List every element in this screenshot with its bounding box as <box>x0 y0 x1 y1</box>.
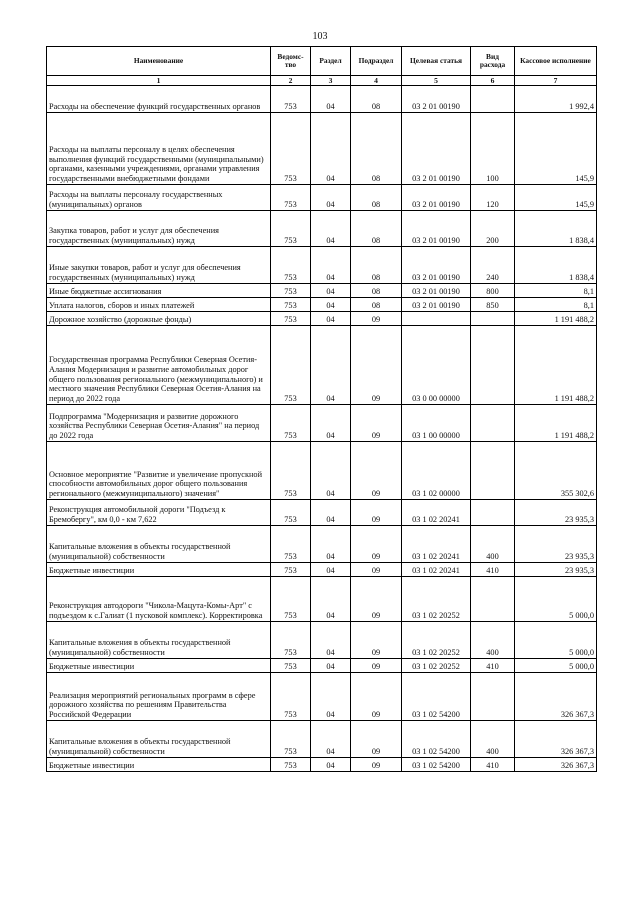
row-type: 410 <box>471 659 515 673</box>
table-row <box>47 500 597 526</box>
row-type <box>471 500 515 526</box>
header-amount: Кассовое исполнение <box>515 47 597 76</box>
header-section: Раздел <box>311 47 351 76</box>
row-name: Бюджетные инвестиции <box>47 659 271 673</box>
row-amount: 1 191 488,2 <box>515 326 597 405</box>
header-name: Наименование <box>47 47 271 76</box>
table-row <box>47 563 597 577</box>
row-target: 03 1 02 20241 <box>402 563 471 577</box>
row-section: 04 <box>311 211 351 247</box>
row-section: 04 <box>311 526 351 563</box>
row-type <box>471 673 515 721</box>
row-amount: 8,1 <box>515 298 597 312</box>
row-dept: 753 <box>271 298 311 312</box>
table-row <box>47 113 597 185</box>
row-subsection: 09 <box>351 622 402 659</box>
row-target: 03 2 01 00190 <box>402 247 471 284</box>
row-dept: 753 <box>271 247 311 284</box>
row-dept: 753 <box>271 312 311 326</box>
table-row <box>47 312 597 326</box>
row-section: 04 <box>311 577 351 622</box>
row-subsection: 09 <box>351 326 402 405</box>
row-amount: 326 367,3 <box>515 673 597 721</box>
row-amount: 23 935,3 <box>515 563 597 577</box>
row-section: 04 <box>311 563 351 577</box>
row-section: 04 <box>311 185 351 211</box>
row-section: 04 <box>311 442 351 500</box>
row-dept: 753 <box>271 185 311 211</box>
row-subsection: 09 <box>351 526 402 563</box>
row-name: Дорожное хозяйство (дорожные фонды) <box>47 312 271 326</box>
row-dept: 753 <box>271 577 311 622</box>
row-subsection: 09 <box>351 659 402 673</box>
table-row <box>47 659 597 673</box>
row-section: 04 <box>311 86 351 113</box>
row-name: Реализация мероприятий региональных программ в сфере дорожного хозяйства по решениям Правительства Российской Федерации <box>47 673 271 721</box>
row-dept: 753 <box>271 405 311 442</box>
row-dept: 753 <box>271 526 311 563</box>
row-amount: 1 838,4 <box>515 211 597 247</box>
row-subsection: 09 <box>351 500 402 526</box>
row-name: Подпрограмма "Модернизация и развитие дорожного хозяйства Республики Северная Осетия-Алания" на период до 2022 года <box>47 405 271 442</box>
row-type: 120 <box>471 185 515 211</box>
row-dept: 753 <box>271 563 311 577</box>
row-amount: 5 000,0 <box>515 577 597 622</box>
row-section: 04 <box>311 298 351 312</box>
row-name: Капитальные вложения в объекты государственной (муниципальной) собственности <box>47 526 271 563</box>
row-amount: 1 838,4 <box>515 247 597 284</box>
table-row <box>47 211 597 247</box>
row-amount: 326 367,3 <box>515 721 597 758</box>
row-name: Капитальные вложения в объекты государственной (муниципальной) собственности <box>47 721 271 758</box>
row-subsection: 08 <box>351 284 402 298</box>
column-number: 6 <box>471 76 515 86</box>
row-name: Капитальные вложения в объекты государственной (муниципальной) собственности <box>47 622 271 659</box>
row-amount: 326 367,3 <box>515 758 597 772</box>
row-dept: 753 <box>271 758 311 772</box>
row-amount: 1 992,4 <box>515 86 597 113</box>
row-target: 03 1 02 20252 <box>402 577 471 622</box>
row-subsection: 08 <box>351 247 402 284</box>
row-dept: 753 <box>271 673 311 721</box>
row-name: Бюджетные инвестиции <box>47 758 271 772</box>
row-section: 04 <box>311 659 351 673</box>
table-row <box>47 86 597 113</box>
row-dept: 753 <box>271 442 311 500</box>
column-number: 4 <box>351 76 402 86</box>
row-target: 03 2 01 00190 <box>402 211 471 247</box>
row-section: 04 <box>311 284 351 298</box>
table-row <box>47 185 597 211</box>
row-target: 03 0 00 00000 <box>402 326 471 405</box>
row-subsection: 09 <box>351 721 402 758</box>
row-dept: 753 <box>271 326 311 405</box>
row-section: 04 <box>311 312 351 326</box>
row-section: 04 <box>311 405 351 442</box>
column-number: 3 <box>311 76 351 86</box>
row-type: 240 <box>471 247 515 284</box>
row-dept: 753 <box>271 113 311 185</box>
row-amount: 1 191 488,2 <box>515 405 597 442</box>
row-amount: 145,9 <box>515 113 597 185</box>
row-dept: 753 <box>271 211 311 247</box>
row-name: Основное мероприятие "Развитие и увеличение пропускной способности автомобильных дорог общего пользования регионального (межмуниципального) значения" <box>47 442 271 500</box>
row-target: 03 1 00 00000 <box>402 405 471 442</box>
row-type <box>471 326 515 405</box>
row-name: Расходы на выплаты персоналу государственных (муниципальных) органов <box>47 185 271 211</box>
row-section: 04 <box>311 622 351 659</box>
row-subsection: 09 <box>351 758 402 772</box>
row-target: 03 2 01 00190 <box>402 86 471 113</box>
table-row <box>47 298 597 312</box>
column-number: 7 <box>515 76 597 86</box>
table-row <box>47 758 597 772</box>
row-type <box>471 577 515 622</box>
row-target: 03 1 02 20252 <box>402 622 471 659</box>
header-dept: Ведомс-тво <box>271 47 311 76</box>
row-type: 400 <box>471 622 515 659</box>
table-row <box>47 721 597 758</box>
row-target: 03 2 01 00190 <box>402 113 471 185</box>
row-target: 03 1 02 54200 <box>402 721 471 758</box>
row-amount: 145,9 <box>515 185 597 211</box>
row-dept: 753 <box>271 86 311 113</box>
row-target: 03 1 02 20241 <box>402 500 471 526</box>
row-dept: 753 <box>271 622 311 659</box>
row-type: 200 <box>471 211 515 247</box>
table-row <box>47 284 597 298</box>
row-name: Реконструкция автомобильной дороги "Подъезд к Бремобергу", км 0,0 - км 7,622 <box>47 500 271 526</box>
row-amount: 23 935,3 <box>515 500 597 526</box>
column-number: 2 <box>271 76 311 86</box>
row-subsection: 08 <box>351 86 402 113</box>
row-subsection: 09 <box>351 405 402 442</box>
row-target: 03 2 01 00190 <box>402 185 471 211</box>
row-amount: 5 000,0 <box>515 659 597 673</box>
table-row <box>47 442 597 500</box>
row-dept: 753 <box>271 659 311 673</box>
row-type: 100 <box>471 113 515 185</box>
table-row <box>47 622 597 659</box>
row-subsection: 09 <box>351 312 402 326</box>
row-amount: 1 191 488,2 <box>515 312 597 326</box>
row-dept: 753 <box>271 284 311 298</box>
row-name: Иные бюджетные ассигнования <box>47 284 271 298</box>
column-number: 5 <box>402 76 471 86</box>
row-target: 03 1 02 54200 <box>402 758 471 772</box>
row-target: 03 2 01 00190 <box>402 284 471 298</box>
row-section: 04 <box>311 247 351 284</box>
row-type <box>471 405 515 442</box>
row-subsection: 08 <box>351 298 402 312</box>
row-type: 410 <box>471 563 515 577</box>
row-type <box>471 86 515 113</box>
column-number: 1 <box>47 76 271 86</box>
row-type: 850 <box>471 298 515 312</box>
table-row <box>47 577 597 622</box>
header-subsection: Подраздел <box>351 47 402 76</box>
row-name: Расходы на обеспечение функций государственных органов <box>47 86 271 113</box>
table-row <box>47 405 597 442</box>
row-section: 04 <box>311 721 351 758</box>
row-target: 03 2 01 00190 <box>402 298 471 312</box>
row-subsection: 08 <box>351 211 402 247</box>
header-target: Целевая статья <box>402 47 471 76</box>
row-subsection: 09 <box>351 673 402 721</box>
budget-table <box>46 46 597 772</box>
row-target: 03 1 02 00000 <box>402 442 471 500</box>
row-subsection: 08 <box>351 185 402 211</box>
table-row <box>47 247 597 284</box>
row-type: 400 <box>471 526 515 563</box>
row-section: 04 <box>311 113 351 185</box>
row-subsection: 08 <box>351 113 402 185</box>
table-row <box>47 526 597 563</box>
row-dept: 753 <box>271 500 311 526</box>
header-row <box>47 47 597 76</box>
row-target: 03 1 02 54200 <box>402 673 471 721</box>
table-row <box>47 326 597 405</box>
row-name: Расходы на выплаты персоналу в целях обеспечения выполнения функций государственными (муниципальными) органами, казенными учреждениями, органами управления государственными внебюджетными фондами <box>47 113 271 185</box>
row-amount: 23 935,3 <box>515 526 597 563</box>
column-number-row <box>47 76 597 86</box>
row-section: 04 <box>311 758 351 772</box>
row-type: 410 <box>471 758 515 772</box>
row-dept: 753 <box>271 721 311 758</box>
row-amount: 355 302,6 <box>515 442 597 500</box>
row-target <box>402 312 471 326</box>
row-section: 04 <box>311 673 351 721</box>
row-name: Иные закупки товаров, работ и услуг для обеспечения государственных (муниципальных) нужд <box>47 247 271 284</box>
row-target: 03 1 02 20252 <box>402 659 471 673</box>
row-subsection: 09 <box>351 563 402 577</box>
row-name: Государственная программа Республики Северная Осетия-Алания Модернизация и развитие автомобильных дорог общего пользования регионального (межмуниципального) и местного значения Республики Северная Осетия-Алания на период до 2022 года <box>47 326 271 405</box>
row-type: 400 <box>471 721 515 758</box>
row-type: 800 <box>471 284 515 298</box>
header-type: Вид расхода <box>471 47 515 76</box>
table-row <box>47 673 597 721</box>
row-amount: 5 000,0 <box>515 622 597 659</box>
row-type <box>471 442 515 500</box>
row-amount: 8,1 <box>515 284 597 298</box>
row-name: Бюджетные инвестиции <box>47 563 271 577</box>
row-section: 04 <box>311 500 351 526</box>
row-subsection: 09 <box>351 442 402 500</box>
row-subsection: 09 <box>351 577 402 622</box>
row-name: Реконструкция автодороги "Чикола-Мацута-Комы-Арт" с подъездом к с.Галиат (1 пусковой комплекс). Корректировка <box>47 577 271 622</box>
row-type <box>471 312 515 326</box>
row-name: Закупка товаров, работ и услуг для обеспечения государственных (муниципальных) нужд <box>47 211 271 247</box>
row-target: 03 1 02 20241 <box>402 526 471 563</box>
row-name: Уплата налогов, сборов и иных платежей <box>47 298 271 312</box>
page-number: 103 <box>312 31 328 42</box>
row-section: 04 <box>311 326 351 405</box>
